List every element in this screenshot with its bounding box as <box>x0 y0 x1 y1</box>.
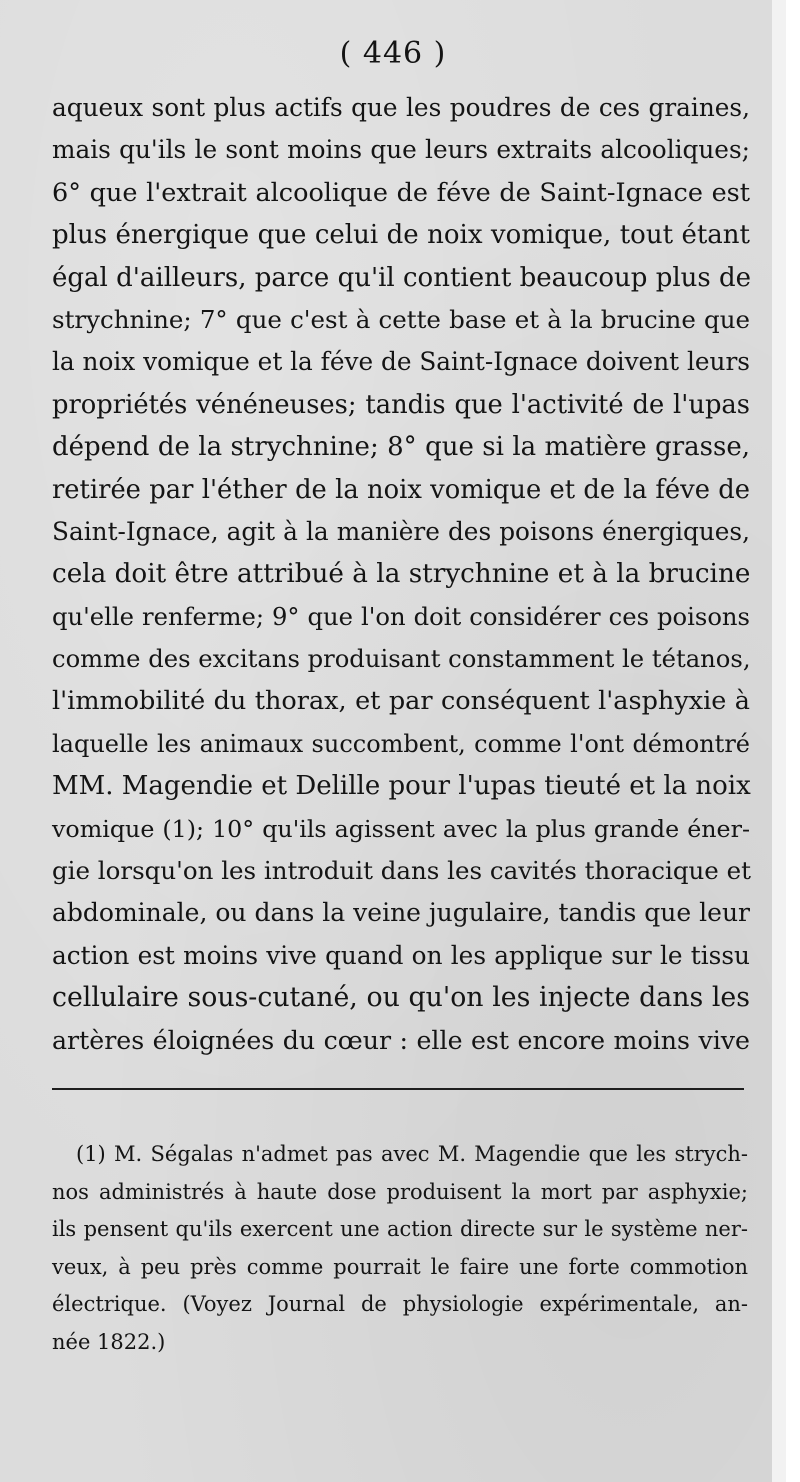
body-line: aqueux sont plus actifs que les poudres de ces graines, <box>52 93 750 122</box>
body-line: laquelle les animaux succombent, comme l'ont démontré <box>52 729 750 758</box>
body-line: égal d'ailleurs, parce qu'il contient beaucoup plus de <box>52 262 752 293</box>
main-text <box>52 87 750 1062</box>
body-line: cela doit être attribué à la strychnine et à la brucine <box>52 559 751 590</box>
body-line: gie lorsqu'on les introduit dans les cavités thoracique et <box>52 856 751 886</box>
body-line: propriétés vénéneuses; tandis que l'activité de l'upas <box>52 389 750 420</box>
page-edge <box>772 0 786 1482</box>
footnote-line: nos administrés à haute dose produisent la mort par asphyxie; <box>52 1179 748 1204</box>
footnote <box>52 1136 748 1361</box>
footnote-line: veux, à peu près comme pourrait le faire une forte commotion <box>52 1254 748 1279</box>
body-line: artères éloignées du cœur : elle est encore moins vive <box>52 1025 750 1055</box>
footnote-divider <box>52 1088 744 1090</box>
body-line: action est moins vive quand on les applique sur le tissu <box>52 940 750 970</box>
page-number: ( 446 ) <box>339 36 447 71</box>
body-line: l'immobilité du thorax, et par conséquent l'asphyxie à <box>52 686 750 717</box>
footnote-line: née 1822.) <box>52 1329 166 1354</box>
body-line: plus énergique que celui de noix vomique, tout étant <box>52 220 750 251</box>
body-line: retirée par l'éther de la noix vomique et de la féve de <box>52 474 750 505</box>
body-line: qu'elle renferme; 9° que l'on doit considérer ces poisons <box>52 601 750 631</box>
body-line: la noix vomique et la féve de Saint-Ignace doivent leurs <box>52 347 750 377</box>
body-line: MM. Magendie et Delille pour l'upas tieuté et la noix <box>52 771 751 802</box>
body-line: strychnine; 7° que c'est à cette base et à la brucine que <box>52 304 750 334</box>
body-line: cellulaire sous-cutané, ou qu'on les injecte dans les <box>52 982 750 1014</box>
body-line: vomique (1); 10° qu'ils agissent avec la plus grande éner- <box>52 814 750 843</box>
body-line: comme des excitans produisant constamment le tétanos, <box>52 644 751 674</box>
body-line: mais qu'ils le sont moins que leurs extraits alcooliques; <box>52 135 750 165</box>
footnote-line: électrique. (Voyez Journal de physiologie expérimentale, an- <box>52 1292 748 1316</box>
body-line: Saint-Ignace, agit à la manière des poisons énergiques, <box>52 516 750 546</box>
body-line: 6° que l'extrait alcoolique de féve de Saint-Ignace est <box>52 177 750 208</box>
footnote-line: ils pensent qu'ils exercent une action directe sur le système ner- <box>52 1217 748 1241</box>
body-line: abdominale, ou dans la veine jugulaire, tandis que leur <box>52 898 750 928</box>
body-line: dépend de la strychnine; 8° que si la matière grasse, <box>52 432 750 463</box>
footnote-line: (1) M. Ségalas n'admet pas avec M. Magendie que les strych- <box>76 1142 748 1166</box>
